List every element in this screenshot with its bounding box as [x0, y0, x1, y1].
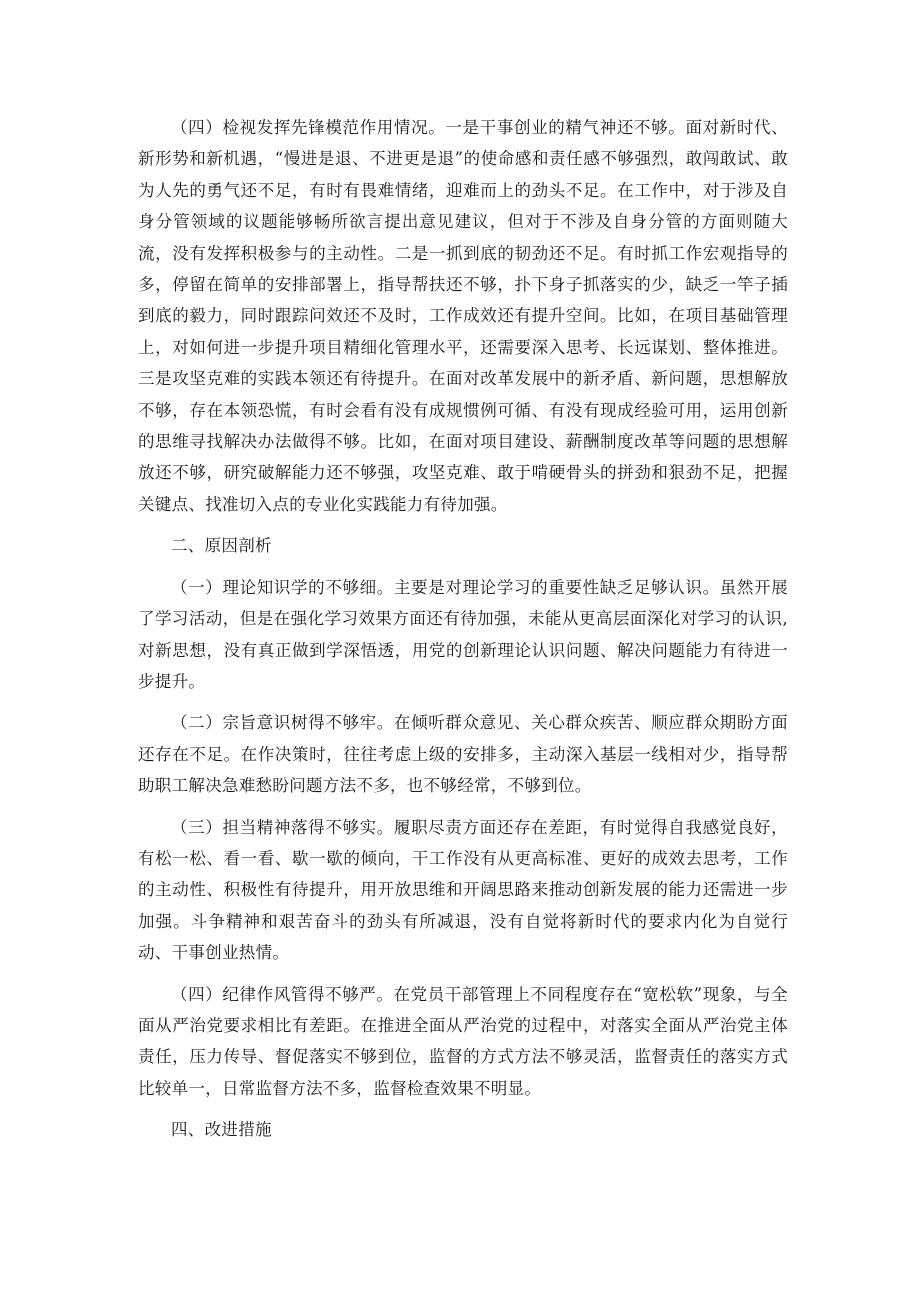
paragraph-purpose-awareness: （二）宗旨意识树得不够牢。在倾听群众意见、关心群众疾苦、顺应群众期盼方面还存在不足。在作决策时，往往考虑上级的安排多，主动深入基层一线相对少，指导帮助职工解决急难愁盼问题方法不多，也不够经常，不够到位。	[138, 713, 788, 796]
paragraph-theory-study: （一）理论知识学的不够细。主要是对理论学习的重要性缺乏足够认识。虽然开展了学习活动，但是在强化学习效果方面还有待加强，未能从更高层面深化对学习的认识,对新思想，没有真正做到学深悟透，用党的创新理论认识问题、解决问题能力有待进一步提升。	[138, 577, 788, 691]
section-heading-improvement-measures: 四、改进措施	[171, 1120, 272, 1140]
paragraph-discipline-style: （四）纪律作风管得不够严。在党员干部管理上不同程度存在“宽松软”现象，与全面从严治党要求相比有差距。在推进全面从严治党的过程中，对落实全面从严治党主体责任，压力传导、督促落实不够到位，监督的方式方法不够灵活，监督责任的落实方式比较单一，日常监督方法不多，监督检查效果不明显。	[138, 984, 788, 1098]
paragraph-responsibility-spirit: （三）担当精神落得不够实。履职尽责方面还存在差距，有时觉得自我感觉良好，有松一松、看一看、歇一歇的倾向，干工作没有从更高标准、更好的成效去思考，工作的主动性、积极性有待提升，用开放思维和开阔思路来推动创新发展的能力还需进一步加强。斗争精神和艰苦奋斗的劲头有所减退，没有自觉将新时代的要求内化为自觉行动、干事创业热情。	[138, 817, 788, 963]
section-heading-cause-analysis: 二、原因剖析	[171, 536, 272, 556]
paragraph-vanguard-role: （四）检视发挥先锋模范作用情况。一是干事创业的精气神还不够。面对新时代、新形势和新机遇，“慢进是退、不进更是退”的使命感和责任感不够强烈，敢闯敢试、敢为人先的勇气还不足，有时有畏难情绪，迎难而上的劲头不足。在工作中，对于涉及自身分管领域的议题能够畅所欲言提出意见建议，但对于不涉及自身分管的方面则随大流，没有发挥积极参与的主动性。二是一抓到底的韧劲还不足。有时抓工作宏观指导的多，停留在简单的安排部署上，指导帮扶还不够，扑下身子抓落实的少，缺乏一竿子插到底的毅力，同时跟踪问效还不及时，工作成效还有提升空间。比如，在项目基础管理上，对如何进一步提升项目精细化管理水平，还需要深入思考、长远谋划、整体推进。三是攻坚克难的实践本领还有待提升。在面对改革发展中的新矛盾、新问题，思想解放不够，存在本领恐慌，有时会看有没有成规惯例可循、有没有现成经验可用，运用创新的思维寻找解决办法做得不够。比如，在面对项目建设、薪酬制度改革等问题的思想解放还不够，研究破解能力还不够强，攻坚克难、敢于啃硬骨头的拼劲和狠劲不足，把握关键点、找准切入点的专业化实践能力有待加强。	[138, 118, 788, 514]
document-body	[138, 112, 788, 1156]
